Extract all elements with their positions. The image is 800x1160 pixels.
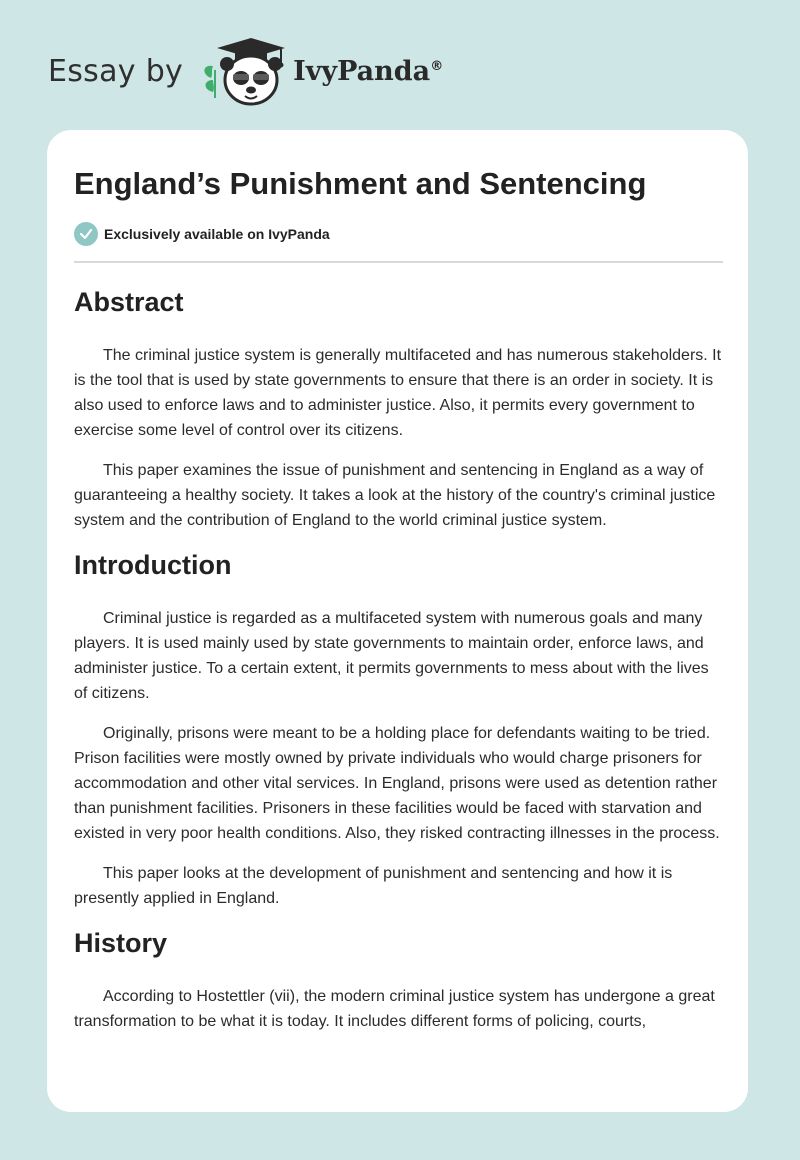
- registered-mark: ®: [430, 58, 444, 74]
- page-title: England’s Punishment and Sentencing: [74, 166, 647, 201]
- leaf-icon: [205, 66, 216, 98]
- paragraph: Originally, prisons were meant to be a holding place for defendants waiting to be tried. Prison facilities were mostly owned by private individuals who would charge prisoners for accommodation and other vital services. In England, prisons were used as detention rather than punishment facilities. Prisoners in these facilities would be faced with starvation and existed in very poor health conditions. Also, they risked contracting illnesses in the process.: [74, 725, 720, 842]
- paragraph: Criminal justice is regarded as a multifaceted system with numerous goals and many players. It is used mainly used by state governments to maintain order, enforce laws, and administer justice. To a certain extent, it permits governments to mess about with the lives of citizens.: [74, 610, 709, 702]
- brand-name[interactable]: IvyPanda®: [293, 55, 444, 87]
- checkmark-badge-icon: [74, 222, 98, 246]
- paragraph: The criminal justice system is generally multifaceted and has numerous stakeholders. It is the tool that is used by state governments to ensure that there is an order in society. It is also used to enforce laws and to administer justice. Also, it permits every government to exercise some level of control over its citizens.: [74, 347, 722, 439]
- paragraph: This paper looks at the development of punishment and sentencing and how it is presently applied in England.: [74, 865, 673, 907]
- paragraph: According to Hostettler (vii), the modern criminal justice system has undergone a great transformation to be what it is today. It includes different forms of policing, courts,: [74, 988, 715, 1030]
- essay-card: [47, 130, 748, 1112]
- section-heading: History: [74, 928, 168, 958]
- title-divider: [74, 261, 723, 263]
- panda-graduate-logo-icon[interactable]: [197, 34, 291, 108]
- section-heading: Introduction: [74, 550, 232, 580]
- paragraph: This paper examines the issue of punishment and sentencing in England as a way of guaranteeing a healthy society. It takes a look at the history of the country's criminal justice system and the contribution of England to the world criminal justice system.: [74, 462, 716, 529]
- site-header: [48, 34, 508, 108]
- section-history: [74, 921, 724, 1034]
- exclusive-label: Exclusively available on IvyPanda: [104, 226, 330, 242]
- exclusive-badge: [74, 222, 330, 246]
- section-abstract: [74, 280, 724, 533]
- article-body: [74, 280, 724, 1034]
- section-heading: Abstract: [74, 287, 184, 317]
- essay-by-label: Essay by: [48, 53, 184, 89]
- section-introduction: [74, 543, 724, 911]
